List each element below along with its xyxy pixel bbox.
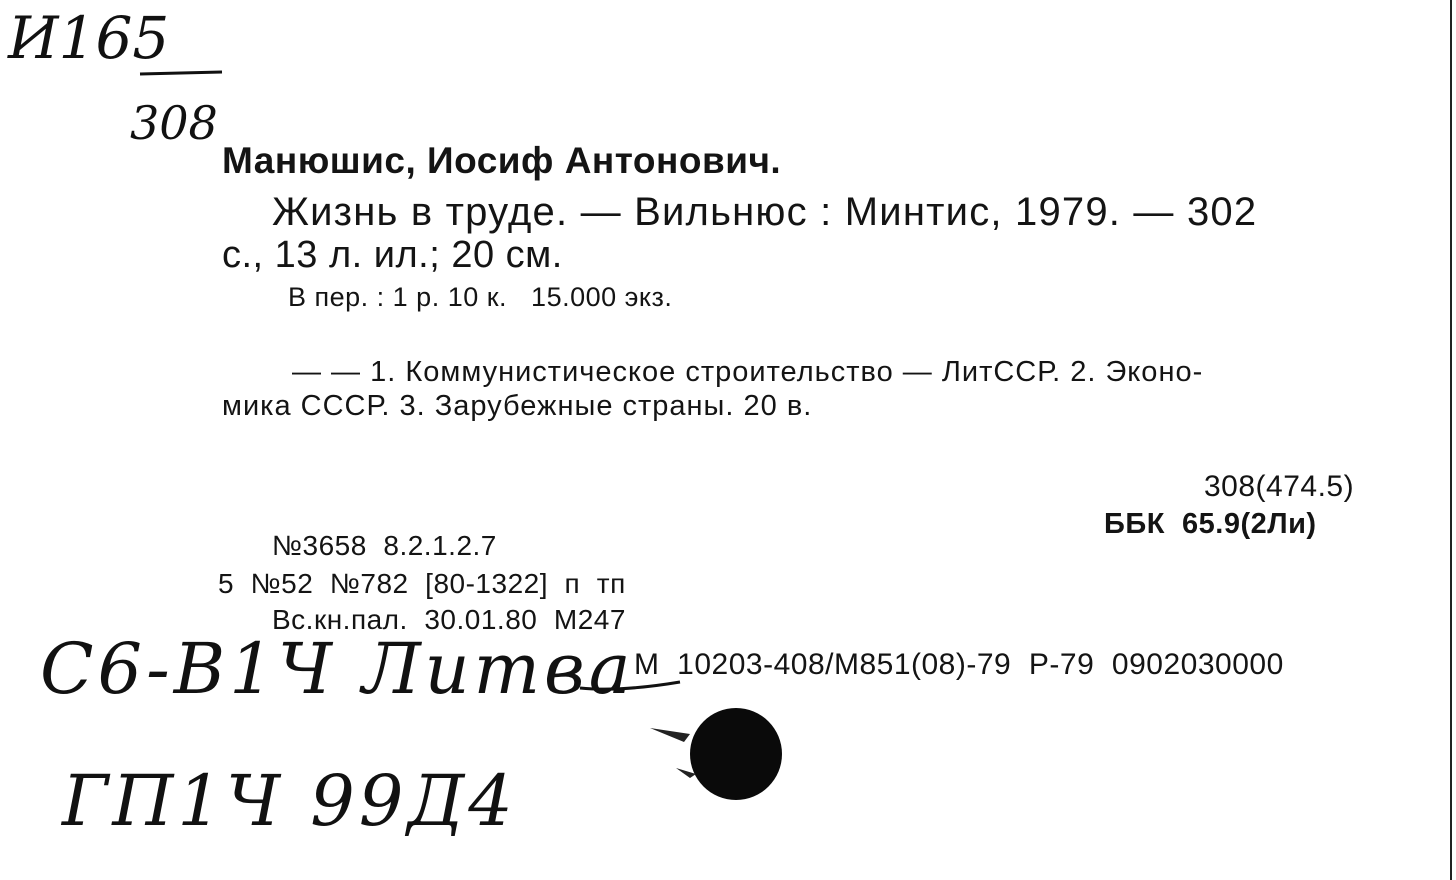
udc-code: 308(474.5) (1204, 470, 1355, 503)
title-imprint-line-1: Жизнь в труде. — Вильнюс : Минтис, 1979. — 302 (272, 190, 1258, 234)
subjects-line-2: мика СССР. 3. Зарубежные страны. 20 в. (222, 390, 813, 422)
subjects-line-1: — — 1. Коммунистическое строительство — ЛитССР. 2. Эконо- (292, 356, 1204, 388)
author-heading: Манюшис, Иосиф Антонович. (222, 140, 782, 181)
handwritten-location-1: С6-В1Ч Литва (40, 628, 635, 710)
bbk-code: ББК 65.9(2Ли) (1104, 508, 1317, 540)
handwritten-call-number: И165 (8, 4, 170, 72)
handwritten-location-2: ГП1Ч 99Д4 (62, 760, 517, 842)
title-imprint-line-2: с., 13 л. ил.; 20 см. (222, 234, 563, 276)
tech-line-3: Вс.кн.пал. 30.01.80 М247 (272, 604, 626, 635)
tech-line-2: 5 №52 №782 [80-1322] п тп (218, 568, 626, 599)
price-line: В пер. : 1 р. 10 к. 15.000 экз. (288, 282, 673, 312)
tech-line-1: №3658 8.2.1.2.7 (272, 530, 497, 561)
tech-line-4: М 10203-408/М851(08)-79 Р-79 0902030000 (634, 648, 1284, 681)
handwritten-subclass: 308 (130, 96, 218, 150)
